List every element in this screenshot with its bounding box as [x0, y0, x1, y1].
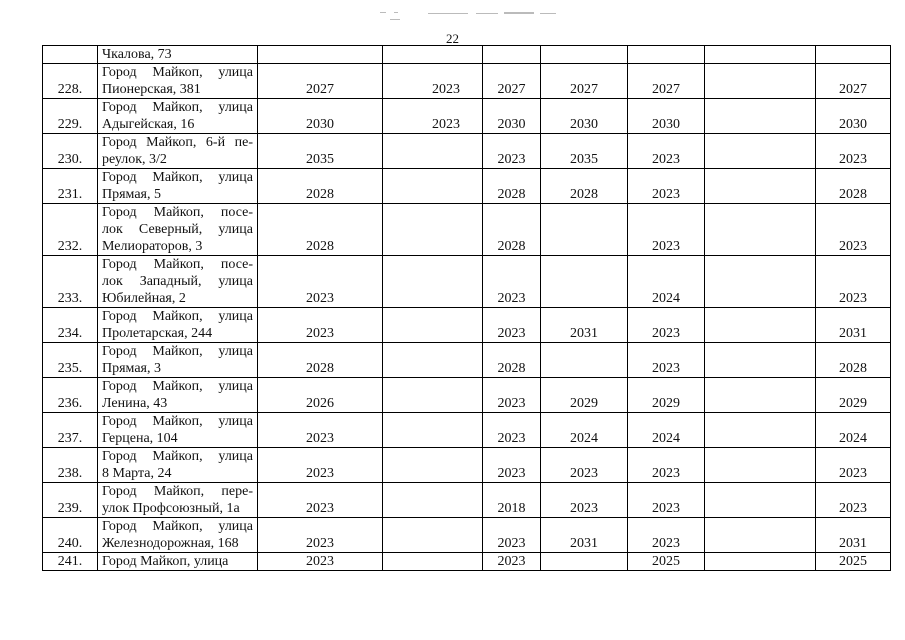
year-cell: 2028 — [258, 204, 383, 256]
scan-artifact — [380, 10, 560, 24]
address-line: Город Майкоп, улица — [102, 449, 253, 464]
row-number-cell — [43, 46, 98, 64]
year-cell — [628, 46, 705, 64]
year-cell: 2028 — [483, 343, 541, 378]
page-number: 22 — [446, 31, 459, 46]
year-cell: 2027 — [628, 64, 705, 99]
address-cell — [98, 553, 258, 571]
row-number-cell: 232. — [43, 204, 98, 256]
year-cell: 2023 — [816, 204, 891, 256]
address-cell — [98, 169, 258, 204]
year-cell: 2023 — [628, 483, 705, 518]
year-cell — [705, 343, 816, 378]
year-cell — [705, 169, 816, 204]
year-cell: 2023 — [628, 169, 705, 204]
address-line: Прямая, 3 — [102, 361, 161, 376]
address-line: Пролетарская, 244 — [102, 326, 213, 341]
year-cell: 2031 — [816, 308, 891, 343]
year-cell — [705, 413, 816, 448]
year-cell: 2027 — [816, 64, 891, 99]
address-line: Город Майкоп, улица — [102, 100, 253, 115]
table-row — [43, 553, 891, 571]
address-line: Пионерская, 381 — [102, 82, 201, 97]
address-cell — [98, 64, 258, 99]
address-line: Город Майкоп, улица — [102, 519, 253, 534]
year-cell: 2023 — [483, 448, 541, 483]
address-line: Герцена, 104 — [102, 431, 178, 446]
table-row — [43, 204, 891, 256]
year-cell: 2023 — [628, 343, 705, 378]
year-cell: 2025 — [816, 553, 891, 571]
year-cell — [541, 256, 628, 308]
address-line: Железнодорожная, 168 — [102, 536, 239, 551]
year-cell — [705, 448, 816, 483]
table-row — [43, 413, 891, 448]
year-cell: 2028 — [483, 204, 541, 256]
row-number-cell: 240. — [43, 518, 98, 553]
address-line: лок Западный, улица — [102, 274, 253, 289]
year-cell: 2030 — [628, 99, 705, 134]
year-cell: 2023 — [816, 134, 891, 169]
table-row — [43, 518, 891, 553]
table-row — [43, 134, 891, 169]
year-cell: 2023 — [628, 134, 705, 169]
table-row — [43, 169, 891, 204]
address-line: Город Майкоп, посе- — [102, 205, 253, 220]
year-cell: 2023 — [628, 204, 705, 256]
table-row — [43, 343, 891, 378]
year-cell — [383, 378, 483, 413]
address-line: Город Майкоп, улица — [102, 65, 253, 80]
year-cell: 2023 — [483, 134, 541, 169]
year-cell — [383, 134, 483, 169]
address-cell — [98, 483, 258, 518]
year-cell — [383, 46, 483, 64]
year-cell: 2035 — [541, 134, 628, 169]
year-cell: 2027 — [483, 64, 541, 99]
address-cell — [98, 448, 258, 483]
year-cell: 2031 — [541, 518, 628, 553]
year-cell: 2023 — [483, 256, 541, 308]
year-cell: 2023 — [483, 378, 541, 413]
table-row — [43, 256, 891, 308]
address-cell — [98, 204, 258, 256]
address-line: Юбилейная, 2 — [102, 291, 186, 306]
year-cell: 2023 — [816, 448, 891, 483]
year-cell: 2035 — [258, 134, 383, 169]
address-line: лок Северный, улица — [102, 222, 253, 237]
year-cell: 2023 — [258, 413, 383, 448]
year-cell: 2023 — [483, 308, 541, 343]
table-row — [43, 99, 891, 134]
year-cell — [705, 308, 816, 343]
year-cell: 2030 — [483, 99, 541, 134]
year-cell: 2024 — [628, 256, 705, 308]
year-cell: 2023 — [483, 413, 541, 448]
address-cell — [98, 46, 258, 64]
row-number-cell: 236. — [43, 378, 98, 413]
year-cell: 2030 — [541, 99, 628, 134]
year-cell — [541, 343, 628, 378]
address-line: реулок, 3/2 — [102, 152, 167, 167]
address-cell — [98, 99, 258, 134]
year-cell: 2028 — [483, 169, 541, 204]
year-cell: 2031 — [816, 518, 891, 553]
year-cell: 2024 — [628, 413, 705, 448]
address-cell — [98, 518, 258, 553]
year-cell: 2023 — [258, 483, 383, 518]
year-cell: 2023 — [258, 518, 383, 553]
address-line: 8 Марта, 24 — [102, 466, 172, 481]
year-cell: 2023 — [628, 448, 705, 483]
year-cell: 2023 — [483, 553, 541, 571]
year-cell: 2026 — [258, 378, 383, 413]
year-cell: 2018 — [483, 483, 541, 518]
year-cell — [383, 483, 483, 518]
address-line: Город Майкоп, посе- — [102, 257, 253, 272]
table-row — [43, 64, 891, 99]
address-line: Город Майкоп, пере- — [102, 484, 253, 499]
year-cell — [383, 518, 483, 553]
year-cell: 2023 — [258, 308, 383, 343]
table-body — [43, 46, 891, 571]
address-cell — [98, 343, 258, 378]
address-cell — [98, 413, 258, 448]
year-cell — [705, 378, 816, 413]
row-number-cell: 234. — [43, 308, 98, 343]
year-cell: 2029 — [816, 378, 891, 413]
address-cell — [98, 134, 258, 169]
year-cell: 2023 — [383, 64, 483, 99]
year-cell: 2028 — [816, 169, 891, 204]
address-line: Мелиораторов, 3 — [102, 239, 203, 254]
year-cell: 2023 — [628, 518, 705, 553]
address-line: Город Майкоп, 6-й пе- — [102, 135, 253, 150]
year-cell: 2023 — [258, 553, 383, 571]
year-cell — [383, 413, 483, 448]
row-number-cell: 235. — [43, 343, 98, 378]
row-number-cell: 241. — [43, 553, 98, 571]
year-cell: 2023 — [541, 483, 628, 518]
address-line: улок Профсоюзный, 1а — [102, 501, 240, 516]
year-cell — [705, 553, 816, 571]
table-row — [43, 483, 891, 518]
year-cell — [383, 448, 483, 483]
year-cell: 2029 — [541, 378, 628, 413]
year-cell — [541, 204, 628, 256]
year-cell: 2029 — [628, 378, 705, 413]
year-cell — [705, 46, 816, 64]
year-cell: 2025 — [628, 553, 705, 571]
year-cell — [383, 204, 483, 256]
year-cell: 2023 — [483, 518, 541, 553]
row-number-cell: 229. — [43, 99, 98, 134]
year-cell: 2024 — [816, 413, 891, 448]
year-cell — [816, 46, 891, 64]
year-cell: 2031 — [541, 308, 628, 343]
year-cell — [705, 204, 816, 256]
year-cell — [705, 483, 816, 518]
row-number-cell: 231. — [43, 169, 98, 204]
address-line: Город Майкоп, улица — [102, 170, 253, 185]
address-line: Город Майкоп, улица — [102, 554, 229, 569]
year-cell: 2023 — [816, 256, 891, 308]
row-number-cell: 228. — [43, 64, 98, 99]
year-cell: 2023 — [258, 256, 383, 308]
table-row — [43, 448, 891, 483]
row-number-cell: 233. — [43, 256, 98, 308]
year-cell — [705, 518, 816, 553]
year-cell — [383, 169, 483, 204]
year-cell: 2023 — [628, 308, 705, 343]
year-cell — [541, 553, 628, 571]
address-line: Прямая, 5 — [102, 187, 161, 202]
year-cell: 2023 — [258, 448, 383, 483]
year-cell: 2030 — [258, 99, 383, 134]
year-cell: 2028 — [816, 343, 891, 378]
year-cell — [541, 46, 628, 64]
year-cell — [258, 46, 383, 64]
year-cell — [705, 256, 816, 308]
address-line: Город Майкоп, улица — [102, 379, 253, 394]
row-number-cell: 238. — [43, 448, 98, 483]
year-cell: 2028 — [541, 169, 628, 204]
table-row-continued — [43, 46, 891, 64]
address-line: Город Майкоп, улица — [102, 414, 253, 429]
year-cell — [705, 99, 816, 134]
address-line: Чкалова, 73 — [102, 47, 172, 62]
year-cell: 2024 — [541, 413, 628, 448]
address-line: Ленина, 43 — [102, 396, 168, 411]
address-cell — [98, 256, 258, 308]
address-line: Город Майкоп, улица — [102, 309, 253, 324]
row-number-cell: 237. — [43, 413, 98, 448]
year-cell — [705, 134, 816, 169]
year-cell: 2023 — [383, 99, 483, 134]
year-cell: 2027 — [541, 64, 628, 99]
data-table — [42, 45, 891, 571]
year-cell: 2023 — [816, 483, 891, 518]
address-line: Адыгейская, 16 — [102, 117, 195, 132]
year-cell — [483, 46, 541, 64]
year-cell — [383, 553, 483, 571]
row-number-cell: 239. — [43, 483, 98, 518]
year-cell — [383, 308, 483, 343]
year-cell — [383, 343, 483, 378]
table-row — [43, 308, 891, 343]
year-cell: 2030 — [816, 99, 891, 134]
year-cell: 2028 — [258, 343, 383, 378]
year-cell: 2023 — [541, 448, 628, 483]
year-cell: 2028 — [258, 169, 383, 204]
year-cell: 2027 — [258, 64, 383, 99]
address-line: Город Майкоп, улица — [102, 344, 253, 359]
year-cell — [705, 64, 816, 99]
row-number-cell: 230. — [43, 134, 98, 169]
address-cell — [98, 378, 258, 413]
year-cell — [383, 256, 483, 308]
table-row — [43, 378, 891, 413]
address-cell — [98, 308, 258, 343]
